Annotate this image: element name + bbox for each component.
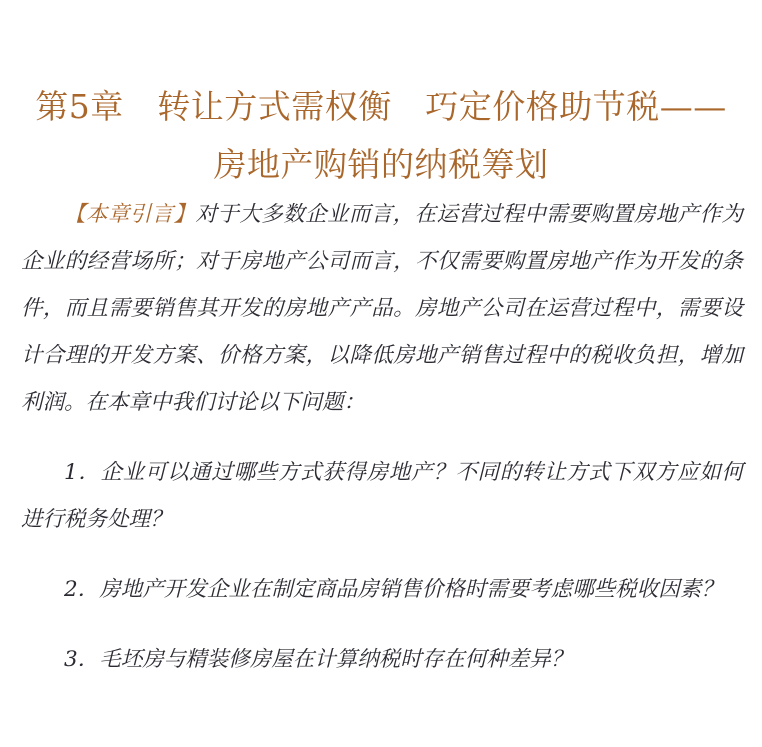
question-number-2: 2． [64, 577, 100, 602]
question-item-2 [21, 566, 743, 613]
intro-paragraph-text: 对于大多数企业而言，在运营过程中需要购置房地产作为企业的经营场所；对于房地产公司而言，不仅需要购置房地产作为开发的条件，而且需要销售其开发的房地产产品。房地产公司在运营过程中，需要设计合理的开发方案、价格方案，以降低房地产销售过程中的税收负担，增加利润。在本章中我们讨论以下问题： [21, 202, 743, 415]
question-item-1 [21, 449, 743, 543]
question-item-3 [21, 636, 743, 683]
question-text-1: 企业可以通过哪些方式获得房地产？不同的转让方式下双方应如何进行税务处理？ [21, 460, 743, 532]
intro-marker-label: 【本章引言】 [64, 202, 196, 227]
question-text-2: 房地产开发企业在制定商品房销售价格时需要考虑哪些税收因素？ [99, 577, 723, 602]
question-number-1: 1． [64, 460, 101, 485]
body-content [21, 191, 743, 683]
page-title: 第5章 转让方式需权衡 巧定价格助节税——房地产购销的纳税筹划 [35, 87, 727, 185]
intro-paragraph [21, 191, 743, 426]
question-text-3: 毛坯房与精装修房屋在计算纳税时存在何种差异？ [99, 647, 573, 672]
question-number-3: 3． [64, 647, 100, 672]
